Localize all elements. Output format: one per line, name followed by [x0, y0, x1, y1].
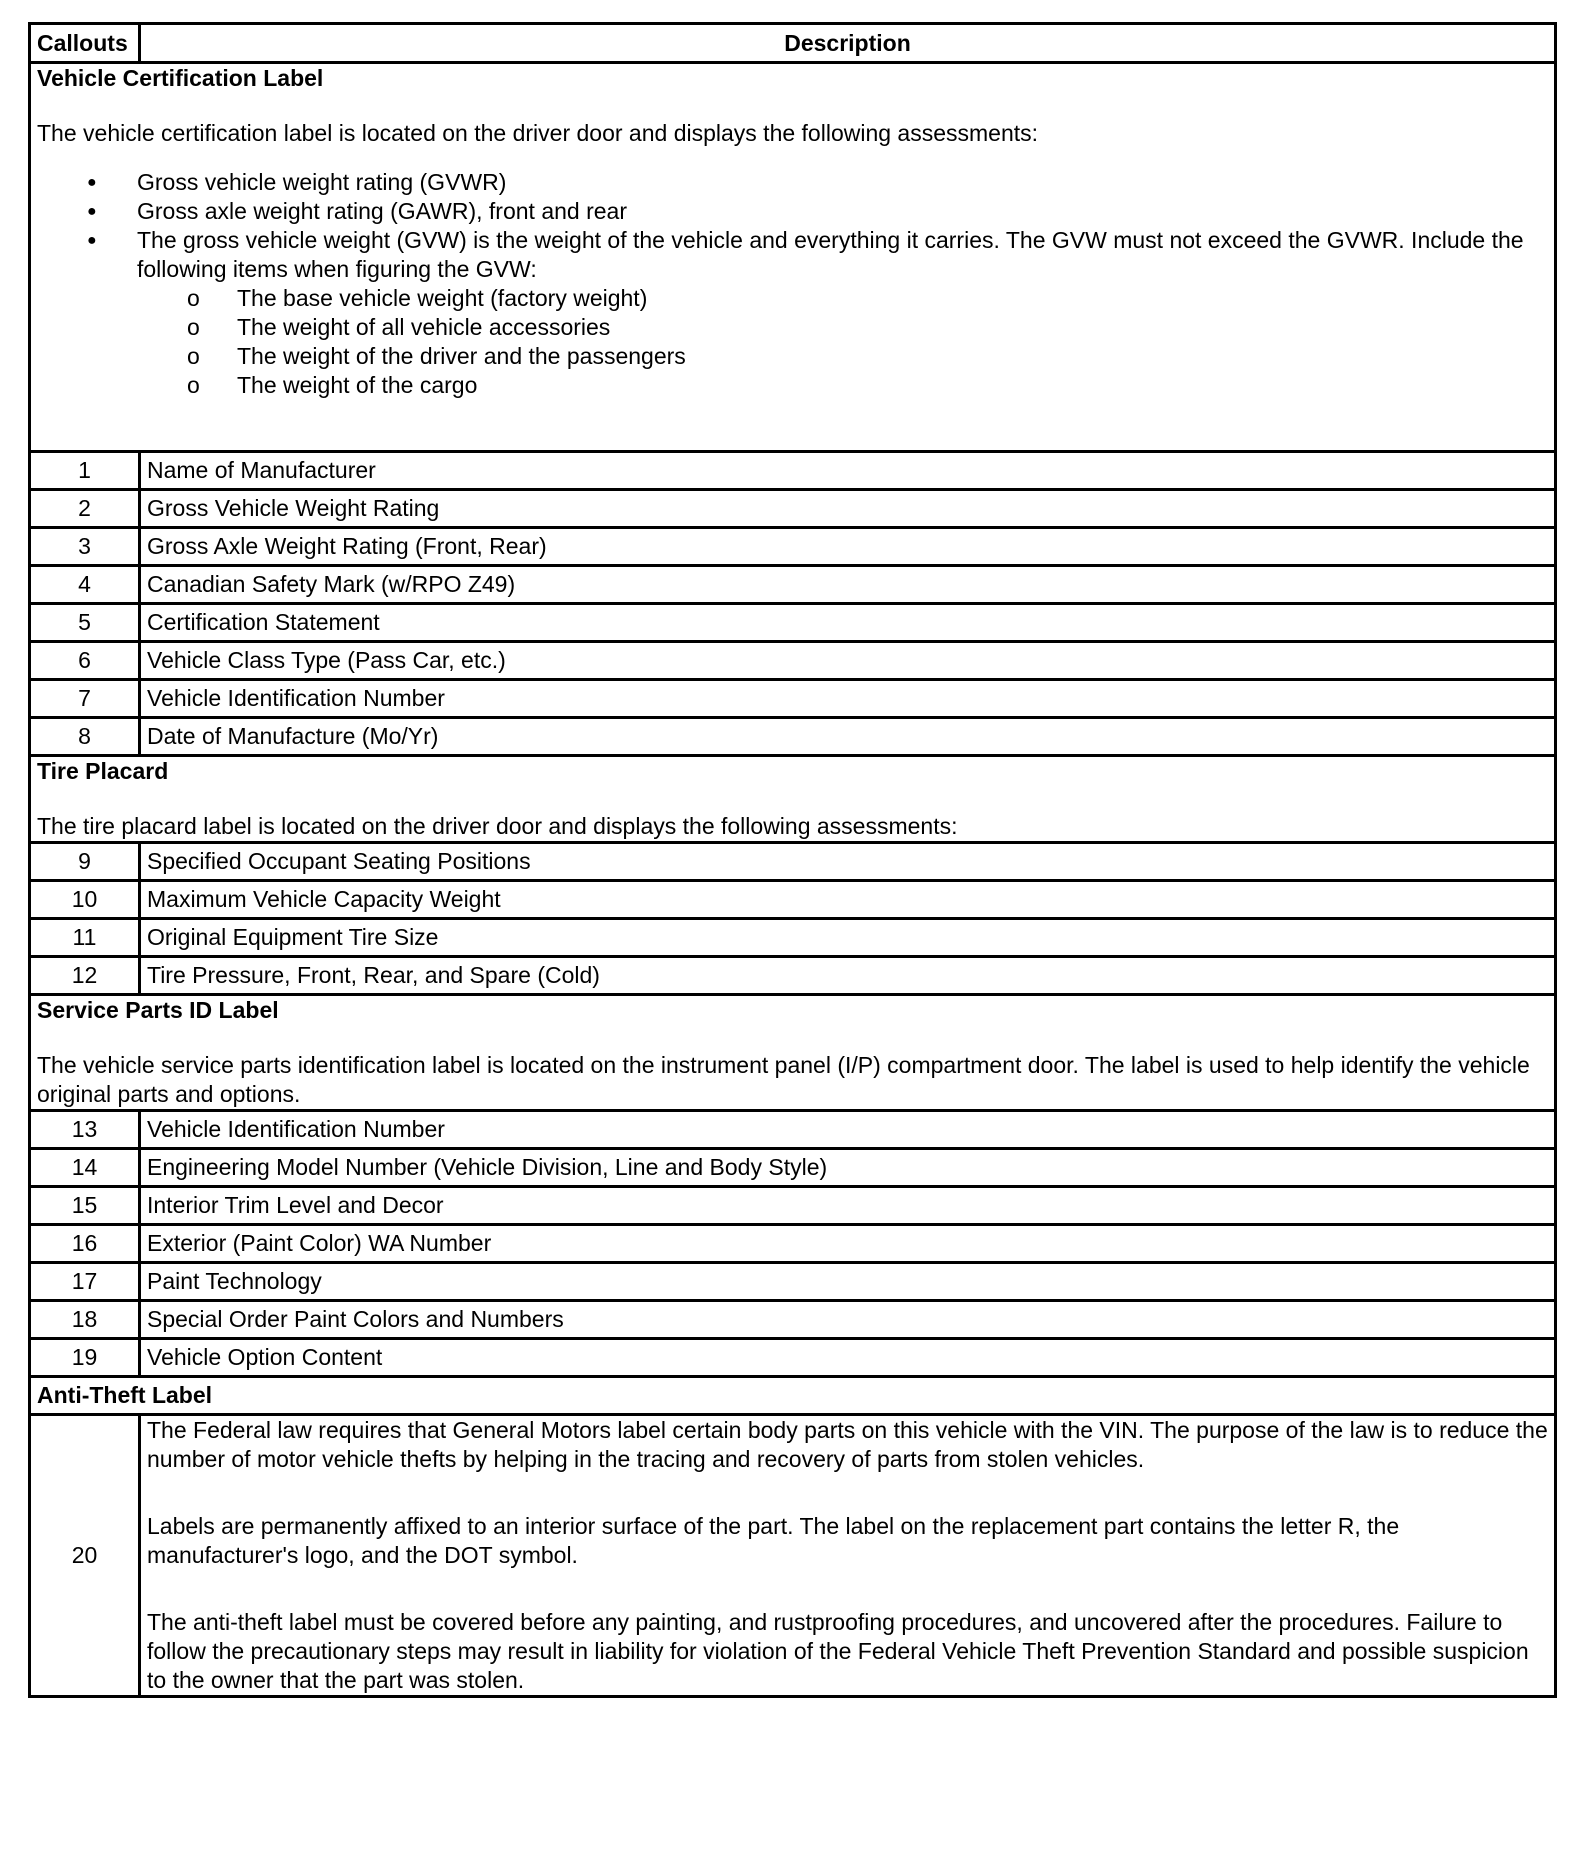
- callout-number: 4: [30, 566, 140, 604]
- callout-number: 16: [30, 1225, 140, 1263]
- section-intro: The vehicle service parts identification label is located on the instrument panel (I/P) compartment door. The label is used to help identify the vehicle original parts and options.: [37, 1052, 1530, 1107]
- section-title: Service Parts ID Label: [37, 997, 279, 1023]
- table-row: [30, 1149, 1556, 1187]
- callout-number: 20: [30, 1415, 140, 1697]
- section-anti-theft: [30, 1377, 1556, 1415]
- table-row: [30, 1415, 1556, 1697]
- section-title: Vehicle Certification Label: [37, 65, 324, 91]
- callout-description: Interior Trim Level and Decor: [140, 1187, 1556, 1225]
- sub-bullet-item: o The weight of all vehicle accessories: [237, 313, 1548, 342]
- callout-description: Vehicle Identification Number: [140, 680, 1556, 718]
- section-tire-placard: [30, 756, 1556, 843]
- callout-description: Vehicle Class Type (Pass Car, etc.): [140, 642, 1556, 680]
- callout-description: Vehicle Identification Number: [140, 1111, 1556, 1149]
- callout-description: Maximum Vehicle Capacity Weight: [140, 881, 1556, 919]
- paragraph: The anti-theft label must be covered before any painting, and rustproofing procedures, and uncovered after the procedures. Failure to follow the precautionary steps may result in liability for violation of the Federal Vehicle Theft Prevention Standard and possible suspicion to the owner that the part was stolen.: [147, 1609, 1529, 1693]
- callout-number: 19: [30, 1339, 140, 1377]
- callout-description: Original Equipment Tire Size: [140, 919, 1556, 957]
- table-row: [30, 881, 1556, 919]
- bullet-item: ● Gross axle weight rating (GAWR), front and rear: [137, 197, 1548, 226]
- table-row: [30, 452, 1556, 490]
- table-row: [30, 1111, 1556, 1149]
- callout-number: 18: [30, 1301, 140, 1339]
- table-row: [30, 1187, 1556, 1225]
- bullet-text: The gross vehicle weight (GVW) is the weight of the vehicle and everything it carries. The GVW must not exceed the GVWR. Include the following items when figuring the GVW:: [137, 227, 1524, 282]
- table-row: [30, 642, 1556, 680]
- section-vehicle-certification: [30, 63, 1556, 452]
- callout-description: Paint Technology: [140, 1263, 1556, 1301]
- section-intro: The tire placard label is located on the driver door and displays the following assessments:: [37, 813, 958, 839]
- callout-number: 10: [30, 881, 140, 919]
- callout-description: Date of Manufacture (Mo/Yr): [140, 718, 1556, 756]
- callout-number: 17: [30, 1263, 140, 1301]
- callout-number: 12: [30, 957, 140, 995]
- bullet-item: [137, 226, 1548, 400]
- callout-description: Vehicle Option Content: [140, 1339, 1556, 1377]
- table-row: [30, 490, 1556, 528]
- callout-number: 9: [30, 843, 140, 881]
- callout-description: Tire Pressure, Front, Rear, and Spare (Cold): [140, 957, 1556, 995]
- table-row: [30, 528, 1556, 566]
- callout-description: Exterior (Paint Color) WA Number: [140, 1225, 1556, 1263]
- callout-description: Specified Occupant Seating Positions: [140, 843, 1556, 881]
- table-row: [30, 1225, 1556, 1263]
- section-service-parts: [30, 995, 1556, 1111]
- header-row: [30, 24, 1556, 63]
- callout-number: 13: [30, 1111, 140, 1149]
- paragraph: The Federal law requires that General Motors label certain body parts on this vehicle with the VIN. The purpose of the law is to reduce the number of motor vehicle thefts by helping in the tracing and recovery of parts from stolen vehicles.: [147, 1417, 1548, 1472]
- callouts-table: [28, 22, 1557, 1698]
- table-row: [30, 718, 1556, 756]
- table-row: [30, 843, 1556, 881]
- callout-number: 6: [30, 642, 140, 680]
- section-title: Anti-Theft Label: [37, 1382, 213, 1408]
- callout-number: 11: [30, 919, 140, 957]
- section-intro: The vehicle certification label is located on the driver door and displays the following assessments:: [37, 120, 1039, 146]
- callout-description: [140, 1415, 1556, 1697]
- callout-description: Engineering Model Number (Vehicle Division, Line and Body Style): [140, 1149, 1556, 1187]
- table-row: [30, 604, 1556, 642]
- callout-description: Gross Axle Weight Rating (Front, Rear): [140, 528, 1556, 566]
- callout-description: Special Order Paint Colors and Numbers: [140, 1301, 1556, 1339]
- callout-description: Canadian Safety Mark (w/RPO Z49): [140, 566, 1556, 604]
- callout-description: Gross Vehicle Weight Rating: [140, 490, 1556, 528]
- callout-number: 14: [30, 1149, 140, 1187]
- table-row: [30, 680, 1556, 718]
- section-title: Tire Placard: [37, 758, 169, 784]
- callout-number: 3: [30, 528, 140, 566]
- table-row: [30, 1263, 1556, 1301]
- description-header: Description: [140, 24, 1556, 63]
- callout-number: 5: [30, 604, 140, 642]
- callout-number: 1: [30, 452, 140, 490]
- table-row: [30, 957, 1556, 995]
- paragraph: Labels are permanently affixed to an interior surface of the part. The label on the replacement part contains the letter R, the manufacturer's logo, and the DOT symbol.: [147, 1513, 1400, 1568]
- bullet-item: ● Gross vehicle weight rating (GVWR): [137, 168, 1548, 197]
- sub-bullet-item: o The weight of the cargo: [237, 371, 1548, 400]
- callout-number: 7: [30, 680, 140, 718]
- table-row: [30, 919, 1556, 957]
- table-row: [30, 1339, 1556, 1377]
- table-row: [30, 1301, 1556, 1339]
- callout-description: Name of Manufacturer: [140, 452, 1556, 490]
- callout-description: Certification Statement: [140, 604, 1556, 642]
- callout-number: 2: [30, 490, 140, 528]
- sub-bullet-item: o The base vehicle weight (factory weight): [237, 284, 1548, 313]
- callouts-header: Callouts: [30, 24, 140, 63]
- sub-bullet-list: [137, 284, 1548, 400]
- callout-number: 15: [30, 1187, 140, 1225]
- table-row: [30, 566, 1556, 604]
- sub-bullet-item: o The weight of the driver and the passengers: [237, 342, 1548, 371]
- callout-number: 8: [30, 718, 140, 756]
- bullet-list: [37, 168, 1548, 400]
